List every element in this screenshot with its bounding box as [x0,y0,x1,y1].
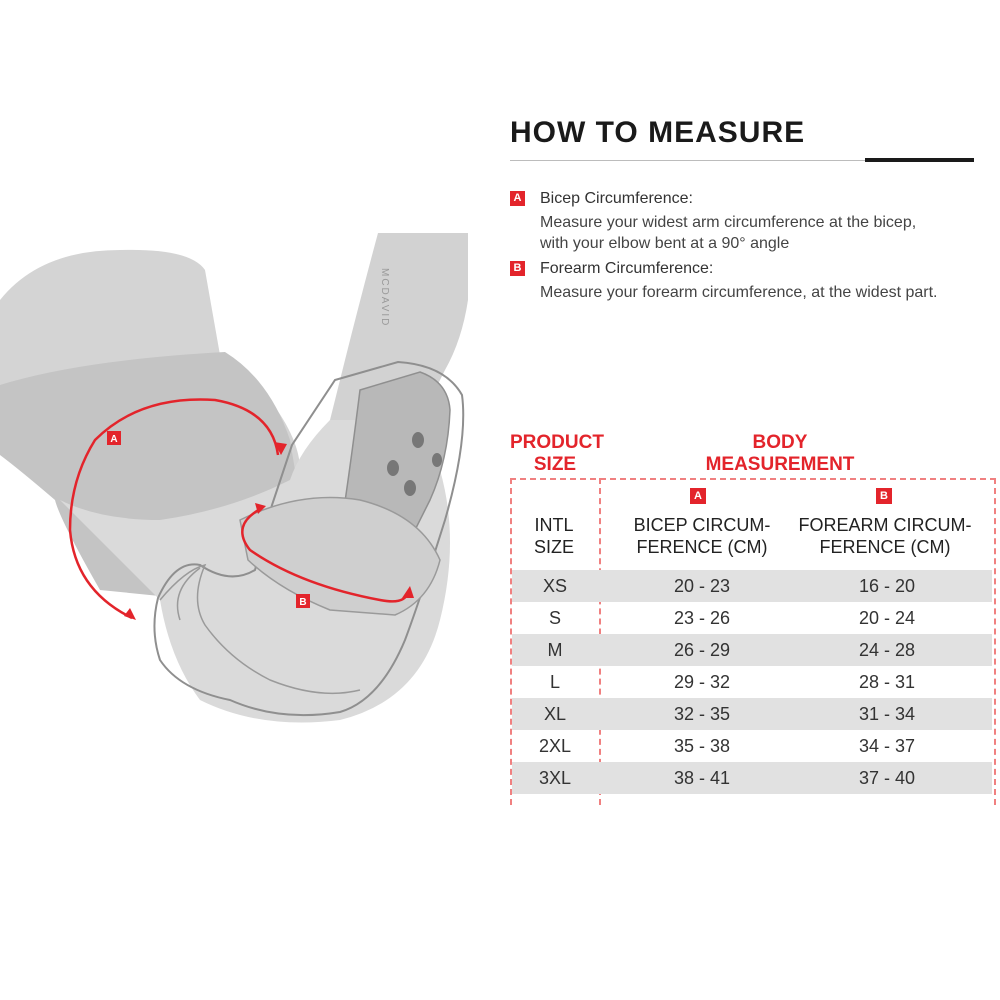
column-header-line: BICEP CIRCUM- [633,515,771,535]
cell-forearm: 34 - 37 [858,736,916,756]
cell-forearm: 16 - 20 [858,576,916,596]
cell-forearm: 20 - 24 [858,608,916,628]
table-row [512,634,992,666]
column-header-intl-size [510,514,598,558]
title-divider [510,160,865,161]
body-measurement-header-line: MEASUREMENT [705,454,855,475]
table-row [512,730,992,762]
title-divider-accent [865,158,974,162]
marker-a-badge: A [510,191,525,206]
cell-size: XS [542,576,567,596]
instruction-bicep-text [540,212,916,254]
cell-bicep: 20 - 23 [673,576,731,596]
size-rows [512,570,992,794]
column-header-line: FERENCE (CM) [636,537,768,557]
cell-size: 3XL [538,768,572,788]
cell-size: M [547,640,563,660]
column-marker-a: A [690,488,706,504]
column-header-line: FOREARM CIRCUM- [798,515,972,535]
cell-bicep: 35 - 38 [673,736,731,756]
instruction-bicep-line: with your elbow bent at a 90° angle [540,235,790,252]
table-row [512,698,992,730]
marker-a-illustration-label: A [110,434,118,445]
instruction-bicep-title: Bicep Circumference: [540,190,693,207]
table-row [512,602,992,634]
cell-forearm: 37 - 40 [858,768,916,788]
table-row [512,570,992,602]
body-measurement-header [660,432,900,476]
product-size-header-line: SIZE [533,454,577,475]
instruction-forearm-line: Measure your forearm circumference, at the widest part. [540,284,938,301]
marker-b-badge: B [510,261,525,276]
column-header-line: INTL [534,515,574,535]
cell-bicep: 29 - 32 [673,672,731,692]
column-header-line: FERENCE (CM) [819,537,951,557]
body-measurement-header-line: BODY [752,432,808,453]
cell-forearm: 31 - 34 [858,704,916,724]
size-chart [510,430,1000,810]
table-row [512,666,992,698]
cell-size: S [548,608,561,628]
instruction-forearm-text [540,282,938,303]
cell-forearm: 24 - 28 [858,640,916,660]
table-row [512,762,992,794]
cell-size: L [549,672,560,692]
product-size-header-line: PRODUCT [510,432,604,453]
cell-bicep: 23 - 26 [673,608,731,628]
cell-bicep: 38 - 41 [673,768,731,788]
cell-bicep: 26 - 29 [673,640,731,660]
column-marker-b: B [876,488,892,504]
instruction-bicep-line: Measure your widest arm circumference at the bicep, [540,214,917,231]
product-size-header [510,432,604,476]
instruction-forearm-title: Forearm Circumference: [540,260,714,277]
column-header-bicep [602,514,802,558]
page-title: HOW TO MEASURE [510,116,806,149]
brand-text: MCDAVID [379,268,390,328]
cell-size: 2XL [538,736,572,756]
marker-b-illustration-label: B [299,597,307,608]
cell-size: XL [543,704,567,724]
cell-bicep: 32 - 35 [673,704,731,724]
column-header-forearm [780,514,990,558]
column-header-line: SIZE [533,537,574,557]
cell-forearm: 28 - 31 [858,672,916,692]
